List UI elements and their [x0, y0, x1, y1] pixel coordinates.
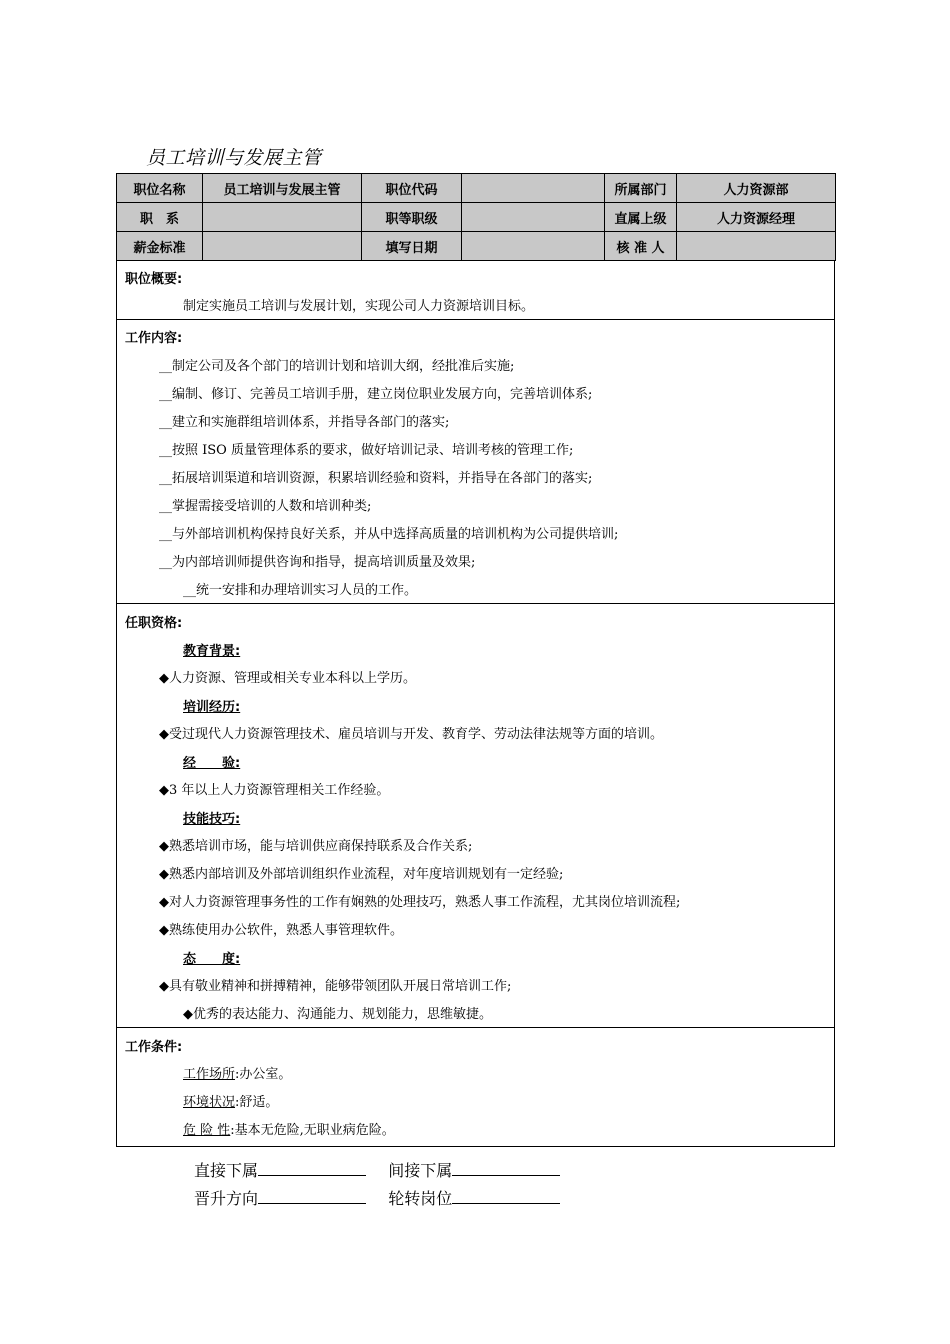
- value-salary: [203, 232, 362, 261]
- experience-heading: 经 验:: [183, 756, 241, 771]
- label-supervisor: 直属上级: [605, 203, 677, 232]
- overview-text: 制定实施员工培训与发展计划，实现公司人力资源培训目标。: [183, 299, 535, 314]
- header-row-3: [117, 232, 836, 261]
- work-item: __统一安排和办理培训实习人员的工作。: [183, 583, 418, 598]
- work-item: __建立和实施群组培训体系，并指导各部门的落实;: [159, 415, 450, 430]
- label-grade: 职等职级: [362, 203, 462, 232]
- risk-value: :基本无危险,无职业病危险。: [230, 1123, 395, 1138]
- label-fill-date: 填写日期: [362, 232, 462, 261]
- work-item: __与外部培训机构保持良好关系，并从中选择高质量的培训机构为公司提供培训;: [159, 527, 619, 542]
- place-value: :办公室。: [235, 1067, 292, 1082]
- label-job-family: 职 系: [117, 203, 203, 232]
- value-position-name: 员工培训与发展主管: [203, 174, 362, 203]
- work-item: __编制、修订、完善员工培训手册，建立岗位职业发展方向，完善培训体系;: [159, 387, 593, 402]
- condition-environment: [183, 1091, 278, 1110]
- promotion-label: 晋升方向: [194, 1189, 259, 1208]
- attitude-heading: 态 度:: [183, 952, 241, 967]
- skill-item: ◆熟悉内部培训及外部培训组织作业流程，对年度培训规划有一定经验;: [159, 867, 564, 882]
- position-header-table: [116, 173, 836, 261]
- work-item: __为内部培训师提供咨询和指导，提高培训质量及效果;: [159, 555, 476, 570]
- overview-section: [116, 260, 835, 320]
- education-item: ◆人力资源、管理或相关专业本科以上学历。: [159, 671, 416, 686]
- indirect-subordinate-label: 间接下属: [388, 1161, 453, 1180]
- risk-label: 危 险 性: [183, 1123, 231, 1138]
- footer-row-1: [194, 1158, 560, 1181]
- training-heading: 培训经历:: [183, 700, 241, 715]
- work-item: __制定公司及各个部门的培训计划和培训大纲，经批准后实施;: [159, 359, 515, 374]
- skill-item: ◆熟悉培训市场，能与培训供应商保持联系及合作关系;: [159, 839, 473, 854]
- qualifications-section: [116, 604, 835, 1028]
- qualifications-heading: 任职资格:: [125, 616, 183, 631]
- promotion-blank: [258, 1187, 366, 1204]
- header-row-2: [117, 203, 836, 232]
- value-position-code: [462, 174, 605, 203]
- value-supervisor: 人力资源经理: [677, 203, 836, 232]
- skills-heading: 技能技巧:: [183, 812, 241, 827]
- education-heading: 教育背景:: [183, 644, 241, 659]
- label-position-name: 职位名称: [117, 174, 203, 203]
- value-fill-date: [462, 232, 605, 261]
- rotation-blank: [452, 1187, 560, 1204]
- overview-heading: 职位概要:: [125, 272, 183, 287]
- direct-subordinate-label: 直接下属: [194, 1161, 259, 1180]
- work-item: __按照 ISO 质量管理体系的要求，做好培训记录、培训考核的管理工作;: [159, 443, 574, 458]
- attitude-item: ◆优秀的表达能力、沟通能力、规划能力，思维敏捷。: [183, 1007, 492, 1022]
- environment-label: 环境状况: [183, 1095, 236, 1110]
- work-item: __掌握需接受培训的人数和培训种类;: [159, 499, 372, 514]
- value-grade: [462, 203, 605, 232]
- environment-value: :舒适。: [235, 1095, 279, 1110]
- label-salary: 薪金标准: [117, 232, 203, 261]
- label-department: 所属部门: [605, 174, 677, 203]
- value-job-family: [203, 203, 362, 232]
- indirect-subordinate-blank: [452, 1159, 560, 1176]
- work-item: __拓展培训渠道和培训资源，积累培训经验和资料，并指导在各部门的落实;: [159, 471, 593, 486]
- conditions-section: [116, 1028, 835, 1147]
- header-row-1: [117, 174, 836, 203]
- training-item: ◆受过现代人力资源管理技术、雇员培训与开发、教育学、劳动法律法规等方面的培训。: [159, 727, 663, 742]
- work-content-section: [116, 320, 835, 604]
- skill-item: ◆对人力资源管理事务性的工作有娴熟的处理技巧，熟悉人事工作流程，尤其岗位培训流程;: [159, 895, 681, 910]
- value-department: 人力资源部: [677, 174, 836, 203]
- footer-row-2: [194, 1186, 560, 1209]
- attitude-item: ◆具有敬业精神和拼搏精神，能够带领团队开展日常培训工作;: [159, 979, 512, 994]
- label-position-code: 职位代码: [362, 174, 462, 203]
- condition-risk: [183, 1119, 395, 1138]
- document-title: 员工培训与发展主管: [146, 147, 322, 169]
- place-label: 工作场所: [183, 1067, 236, 1082]
- skill-item: ◆熟练使用办公软件，熟悉人事管理软件。: [159, 923, 403, 938]
- rotation-label: 轮转岗位: [388, 1189, 453, 1208]
- experience-item: ◆3 年以上人力资源管理相关工作经验。: [159, 783, 390, 798]
- value-approver: [677, 232, 836, 261]
- label-approver: 核 准 人: [605, 232, 677, 261]
- direct-subordinate-blank: [258, 1159, 366, 1176]
- work-content-heading: 工作内容:: [125, 331, 183, 346]
- conditions-heading: 工作条件:: [125, 1040, 183, 1055]
- condition-place: [183, 1063, 291, 1082]
